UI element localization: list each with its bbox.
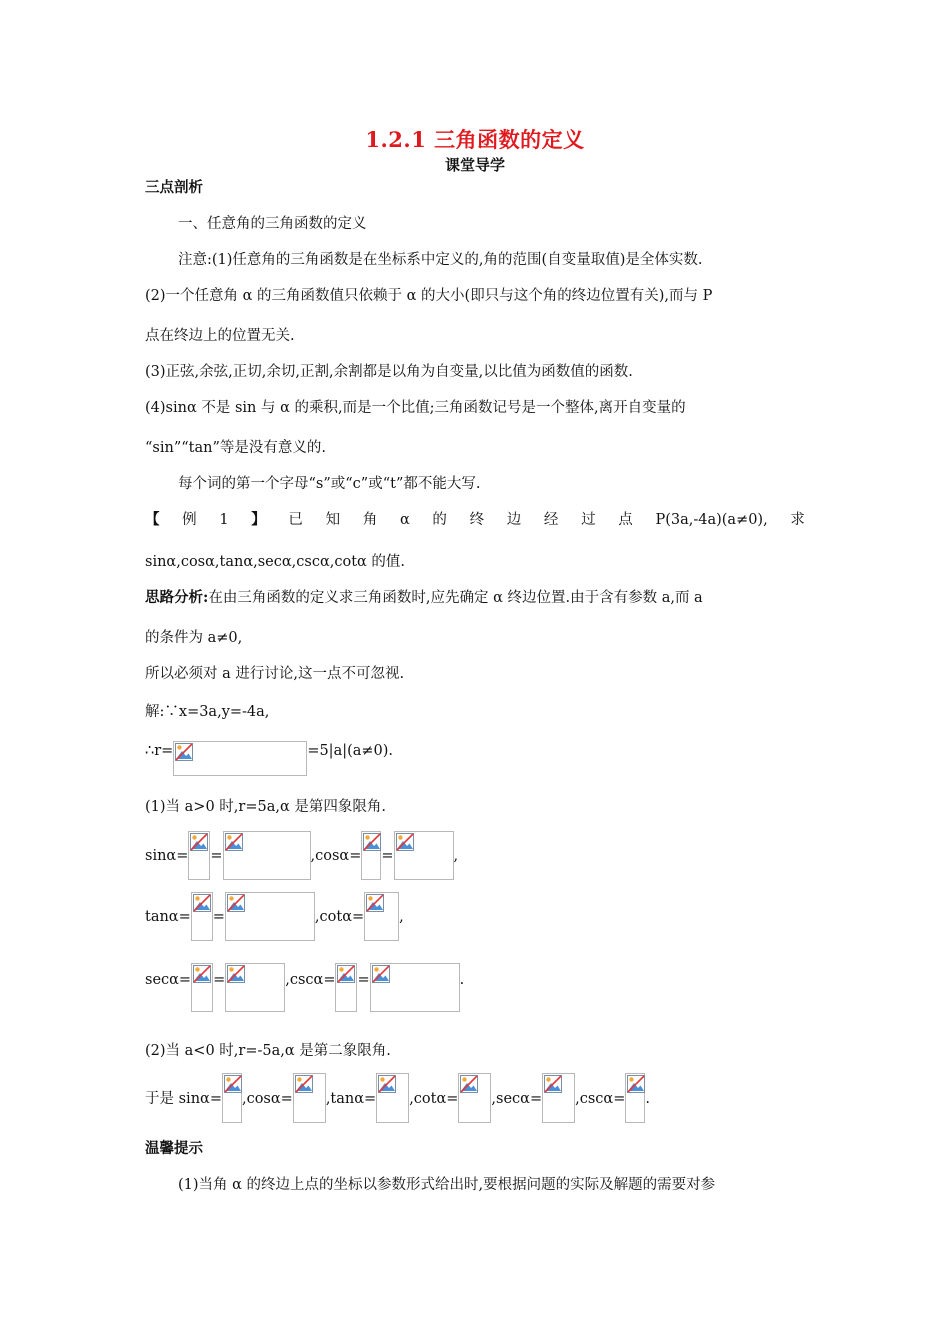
example-1-line bbox=[145, 510, 805, 530]
example-token: α bbox=[399, 512, 410, 528]
formula-image bbox=[293, 1073, 326, 1123]
analysis-label: 思路分析: bbox=[145, 589, 209, 606]
note-2a: (2)一个任意角 α 的三角函数值只依赖于 α 的大小(即只与这个角的终边位置有关),而与 P bbox=[145, 288, 713, 304]
broken-image-icon bbox=[337, 965, 355, 983]
broken-image-icon bbox=[175, 743, 193, 761]
example-token: 边 bbox=[506, 512, 522, 528]
example-token: 角 bbox=[362, 512, 378, 528]
formula-image bbox=[191, 963, 213, 1012]
cos-label: ,cosα= bbox=[241, 1091, 293, 1107]
sec-label: ,secα= bbox=[491, 1091, 543, 1107]
note-1: 注意:(1)任意角的三角函数是在坐标系中定义的,角的范围(自变量取值)是全体实数. bbox=[178, 252, 703, 268]
formula-image bbox=[191, 892, 213, 941]
broken-image-icon bbox=[544, 1075, 562, 1093]
equals-sign: = bbox=[357, 972, 370, 988]
formula-image bbox=[376, 1073, 409, 1123]
example-token: 求 bbox=[790, 512, 805, 528]
case-1-tan-cot bbox=[145, 892, 404, 941]
comma: , bbox=[399, 909, 404, 925]
note-5: 每个词的第一个字母“s”或“c”或“t”都不能大写. bbox=[178, 476, 481, 492]
analysis-line-3: 所以必须对 a 进行讨论,这一点不可忽视. bbox=[145, 666, 405, 682]
case-2-values bbox=[145, 1073, 650, 1123]
section-heading: 三点剖析 bbox=[145, 179, 203, 196]
example-bracket-close: 】 bbox=[251, 511, 266, 528]
broken-image-icon bbox=[295, 1075, 313, 1093]
example-word: 例 bbox=[182, 512, 197, 528]
cot-label: ,cotα= bbox=[409, 1091, 459, 1107]
example-token: 终 bbox=[469, 512, 485, 528]
note-4a: (4)sinα 不是 sin 与 α 的乘积,而是一个比值;三角函数记号是一个整体,离开自变量的 bbox=[145, 400, 686, 416]
example-token: 过 bbox=[581, 512, 596, 528]
formula-image bbox=[223, 831, 311, 880]
note-4b: “sin”“tan”等是没有意义的. bbox=[145, 440, 326, 456]
example-number: 1 bbox=[219, 512, 229, 528]
broken-image-icon bbox=[366, 894, 384, 912]
analysis-line-1 bbox=[145, 588, 703, 608]
broken-image-icon bbox=[627, 1075, 645, 1093]
broken-image-icon bbox=[372, 965, 390, 983]
formula-image bbox=[364, 892, 399, 941]
example-token: 点 bbox=[618, 512, 633, 528]
example-token: 的 bbox=[432, 512, 447, 528]
case-2-heading: (2)当 a<0 时,r=-5a,α 是第二象限角. bbox=[145, 1043, 391, 1059]
cos-label: ,cosα= bbox=[310, 848, 362, 864]
broken-image-icon bbox=[227, 894, 245, 912]
csc-label: ,cscα= bbox=[285, 972, 336, 988]
formula-image bbox=[225, 963, 285, 1012]
solution-line-1: 解:∵x=3a,y=-4a, bbox=[145, 704, 270, 720]
tip-1: (1)当角 α 的终边上点的坐标以参数形式给出时,要根据问题的实际及解题的需要对参 bbox=[178, 1177, 716, 1193]
solution-r-line bbox=[145, 741, 393, 776]
sec-label: secα= bbox=[145, 972, 192, 988]
equals-sign: = bbox=[213, 972, 226, 988]
formula-image bbox=[188, 831, 210, 880]
comma: , bbox=[453, 848, 459, 864]
broken-image-icon bbox=[378, 1075, 396, 1093]
equals-sign: = bbox=[212, 909, 225, 925]
formula-image bbox=[361, 831, 381, 880]
formula-image bbox=[335, 963, 357, 1012]
analysis-line-2: 的条件为 a≠0, bbox=[145, 630, 243, 646]
formula-image bbox=[225, 892, 315, 941]
broken-image-icon bbox=[396, 833, 414, 851]
broken-image-icon bbox=[225, 833, 243, 851]
note-3: (3)正弦,余弦,正切,余切,正割,余割都是以角为自变量,以比值为函数值的函数. bbox=[145, 364, 633, 380]
example-point: P(3a,-4a)(a≠0), bbox=[655, 512, 768, 528]
example-token: 知 bbox=[325, 512, 341, 528]
case-1-sin-cos bbox=[145, 831, 458, 880]
broken-image-icon bbox=[193, 965, 211, 983]
analysis-text: 在由三角函数的定义求三角函数时,应先确定 α 终边位置.由于含有参数 a,而 a bbox=[208, 590, 703, 606]
broken-image-icon bbox=[227, 965, 245, 983]
formula-image bbox=[222, 1073, 242, 1123]
formula-image bbox=[458, 1073, 491, 1123]
equals-sign: = bbox=[381, 848, 394, 864]
example-1-line-2: sinα,cosα,tanα,secα,cscα,cotα 的值. bbox=[145, 554, 406, 570]
sin-label: sinα= bbox=[145, 848, 189, 864]
point-heading: 一、任意角的三角函数的定义 bbox=[178, 216, 367, 232]
formula-image bbox=[625, 1073, 645, 1123]
broken-image-icon bbox=[363, 833, 381, 851]
formula-image bbox=[542, 1073, 575, 1123]
formula-image bbox=[394, 831, 454, 880]
period: . bbox=[459, 972, 465, 988]
page-subtitle: 课堂导学 bbox=[444, 156, 505, 174]
broken-image-icon bbox=[193, 894, 211, 912]
tan-label: ,tanα= bbox=[325, 1091, 377, 1107]
page-title: 1.2.1 三角函数的定义 bbox=[365, 127, 585, 152]
note-2b: 点在终边上的位置无关. bbox=[145, 328, 295, 344]
equals-sign: = bbox=[210, 848, 223, 864]
csc-label: ,cscα= bbox=[575, 1091, 626, 1107]
r-prefix: ∴r= bbox=[145, 743, 174, 759]
case-1-heading: (1)当 a>0 时,r=5a,α 是第四象限角. bbox=[145, 799, 386, 815]
formula-image bbox=[173, 741, 307, 776]
tan-label: tanα= bbox=[145, 909, 191, 925]
cot-label: ,cotα= bbox=[314, 909, 365, 925]
broken-image-icon bbox=[460, 1075, 478, 1093]
broken-image-icon bbox=[224, 1075, 242, 1093]
example-token: 已 bbox=[288, 512, 303, 528]
tips-heading: 温馨提示 bbox=[145, 1140, 203, 1157]
broken-image-icon bbox=[190, 833, 208, 851]
example-token: 经 bbox=[543, 512, 559, 528]
example-bracket-open: 【 bbox=[145, 511, 160, 528]
case-1-sec-csc bbox=[145, 963, 464, 1012]
r-suffix: =5|a|(a≠0). bbox=[307, 743, 394, 759]
then-sin-label: 于是 sinα= bbox=[145, 1091, 222, 1107]
formula-image bbox=[370, 963, 460, 1012]
period: . bbox=[645, 1091, 650, 1107]
